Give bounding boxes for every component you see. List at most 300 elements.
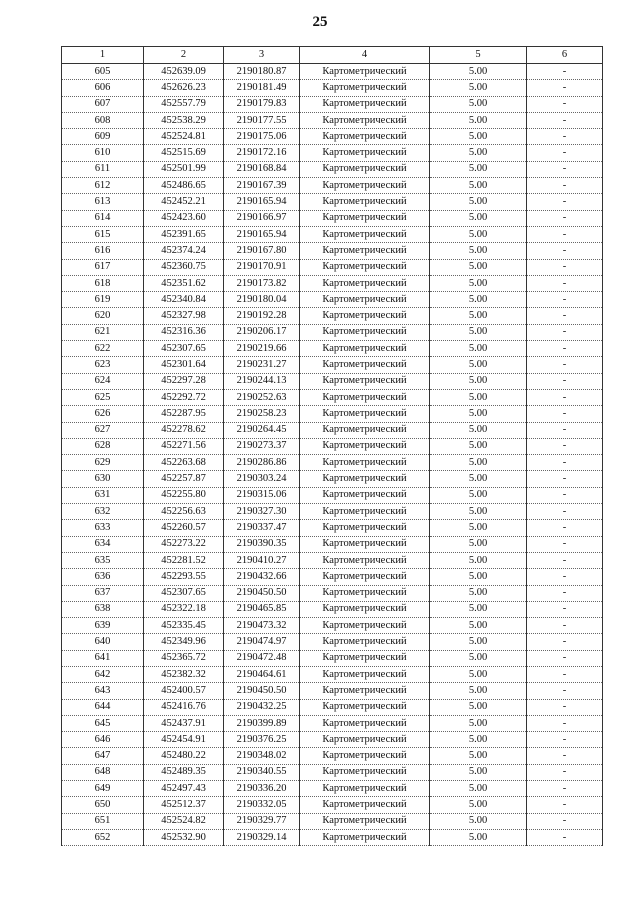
table-row xyxy=(62,194,603,210)
x-coordinate-cell: 452365.72 xyxy=(144,650,224,666)
y-coordinate-cell: 2190172.16 xyxy=(224,145,300,161)
note-cell: - xyxy=(527,226,603,242)
y-coordinate-cell: 2190474.97 xyxy=(224,634,300,650)
note-cell: - xyxy=(527,552,603,568)
x-coordinate-cell: 452257.87 xyxy=(144,471,224,487)
note-cell: - xyxy=(527,520,603,536)
method-cell: Картометрический xyxy=(300,618,430,634)
x-coordinate-cell: 452437.91 xyxy=(144,715,224,731)
x-coordinate-cell: 452557.79 xyxy=(144,96,224,112)
method-cell: Картометрический xyxy=(300,504,430,520)
y-coordinate-cell: 2190167.80 xyxy=(224,243,300,259)
point-number-cell: 650 xyxy=(62,797,144,813)
point-number-cell: 627 xyxy=(62,422,144,438)
note-cell: - xyxy=(527,80,603,96)
point-number-cell: 651 xyxy=(62,813,144,829)
method-cell: Картометрический xyxy=(300,829,430,845)
table-row xyxy=(62,292,603,308)
y-coordinate-cell: 2190206.17 xyxy=(224,324,300,340)
point-number-cell: 643 xyxy=(62,683,144,699)
point-number-cell: 625 xyxy=(62,389,144,405)
table-row xyxy=(62,308,603,324)
note-cell: - xyxy=(527,389,603,405)
table-row xyxy=(62,96,603,112)
table-row xyxy=(62,504,603,520)
method-cell: Картометрический xyxy=(300,194,430,210)
y-coordinate-cell: 2190450.50 xyxy=(224,585,300,601)
point-number-cell: 614 xyxy=(62,210,144,226)
accuracy-cell: 5.00 xyxy=(430,145,527,161)
column-header: 2 xyxy=(144,47,224,64)
table-row xyxy=(62,406,603,422)
accuracy-cell: 5.00 xyxy=(430,178,527,194)
y-coordinate-cell: 2190252.63 xyxy=(224,389,300,405)
method-cell: Картометрический xyxy=(300,422,430,438)
x-coordinate-cell: 452374.24 xyxy=(144,243,224,259)
accuracy-cell: 5.00 xyxy=(430,194,527,210)
method-cell: Картометрический xyxy=(300,259,430,275)
note-cell: - xyxy=(527,406,603,422)
x-coordinate-cell: 452263.68 xyxy=(144,455,224,471)
table-row xyxy=(62,520,603,536)
accuracy-cell: 5.00 xyxy=(430,585,527,601)
method-cell: Картометрический xyxy=(300,471,430,487)
y-coordinate-cell: 2190376.25 xyxy=(224,732,300,748)
method-cell: Картометрический xyxy=(300,64,430,80)
table-row xyxy=(62,829,603,845)
table-row xyxy=(62,210,603,226)
accuracy-cell: 5.00 xyxy=(430,601,527,617)
x-coordinate-cell: 452351.62 xyxy=(144,275,224,291)
note-cell: - xyxy=(527,161,603,177)
y-coordinate-cell: 2190258.23 xyxy=(224,406,300,422)
point-number-cell: 649 xyxy=(62,781,144,797)
table-row xyxy=(62,161,603,177)
method-cell: Картометрический xyxy=(300,324,430,340)
table-row xyxy=(62,422,603,438)
method-cell: Картометрический xyxy=(300,487,430,503)
y-coordinate-cell: 2190192.28 xyxy=(224,308,300,324)
method-cell: Картометрический xyxy=(300,552,430,568)
note-cell: - xyxy=(527,145,603,161)
y-coordinate-cell: 2190399.89 xyxy=(224,715,300,731)
y-coordinate-cell: 2190329.77 xyxy=(224,813,300,829)
y-coordinate-cell: 2190167.39 xyxy=(224,178,300,194)
point-number-cell: 611 xyxy=(62,161,144,177)
y-coordinate-cell: 2190168.84 xyxy=(224,161,300,177)
accuracy-cell: 5.00 xyxy=(430,666,527,682)
accuracy-cell: 5.00 xyxy=(430,536,527,552)
column-header: 6 xyxy=(527,47,603,64)
method-cell: Картометрический xyxy=(300,683,430,699)
note-cell: - xyxy=(527,504,603,520)
y-coordinate-cell: 2190332.05 xyxy=(224,797,300,813)
table-row xyxy=(62,797,603,813)
method-cell: Картометрический xyxy=(300,764,430,780)
y-coordinate-cell: 2190337.47 xyxy=(224,520,300,536)
accuracy-cell: 5.00 xyxy=(430,259,527,275)
table-row xyxy=(62,259,603,275)
column-header: 1 xyxy=(62,47,144,64)
x-coordinate-cell: 452293.55 xyxy=(144,569,224,585)
x-coordinate-cell: 452532.90 xyxy=(144,829,224,845)
accuracy-cell: 5.00 xyxy=(430,748,527,764)
note-cell: - xyxy=(527,618,603,634)
table-row xyxy=(62,389,603,405)
accuracy-cell: 5.00 xyxy=(430,699,527,715)
y-coordinate-cell: 2190177.55 xyxy=(224,112,300,128)
table-row xyxy=(62,601,603,617)
method-cell: Картометрический xyxy=(300,178,430,194)
note-cell: - xyxy=(527,112,603,128)
x-coordinate-cell: 452391.65 xyxy=(144,226,224,242)
note-cell: - xyxy=(527,536,603,552)
point-number-cell: 633 xyxy=(62,520,144,536)
x-coordinate-cell: 452273.22 xyxy=(144,536,224,552)
table-row xyxy=(62,145,603,161)
y-coordinate-cell: 2190432.66 xyxy=(224,569,300,585)
method-cell: Картометрический xyxy=(300,715,430,731)
note-cell: - xyxy=(527,601,603,617)
accuracy-cell: 5.00 xyxy=(430,732,527,748)
table-row xyxy=(62,552,603,568)
table-row xyxy=(62,471,603,487)
table-row xyxy=(62,781,603,797)
point-number-cell: 607 xyxy=(62,96,144,112)
x-coordinate-cell: 452340.84 xyxy=(144,292,224,308)
method-cell: Картометрический xyxy=(300,650,430,666)
table-row xyxy=(62,748,603,764)
point-number-cell: 613 xyxy=(62,194,144,210)
table-row xyxy=(62,178,603,194)
y-coordinate-cell: 2190340.55 xyxy=(224,764,300,780)
y-coordinate-cell: 2190170.91 xyxy=(224,259,300,275)
method-cell: Картометрический xyxy=(300,389,430,405)
point-number-cell: 609 xyxy=(62,129,144,145)
table-row xyxy=(62,715,603,731)
method-cell: Картометрический xyxy=(300,373,430,389)
point-number-cell: 626 xyxy=(62,406,144,422)
y-coordinate-cell: 2190472.48 xyxy=(224,650,300,666)
point-number-cell: 641 xyxy=(62,650,144,666)
point-number-cell: 640 xyxy=(62,634,144,650)
accuracy-cell: 5.00 xyxy=(430,813,527,829)
x-coordinate-cell: 452639.09 xyxy=(144,64,224,80)
note-cell: - xyxy=(527,683,603,699)
accuracy-cell: 5.00 xyxy=(430,797,527,813)
note-cell: - xyxy=(527,699,603,715)
note-cell: - xyxy=(527,585,603,601)
method-cell: Картометрический xyxy=(300,292,430,308)
note-cell: - xyxy=(527,243,603,259)
point-number-cell: 620 xyxy=(62,308,144,324)
table-row xyxy=(62,357,603,373)
method-cell: Картометрический xyxy=(300,455,430,471)
method-cell: Картометрический xyxy=(300,406,430,422)
y-coordinate-cell: 2190264.45 xyxy=(224,422,300,438)
table-row xyxy=(62,699,603,715)
point-number-cell: 617 xyxy=(62,259,144,275)
x-coordinate-cell: 452307.65 xyxy=(144,341,224,357)
method-cell: Картометрический xyxy=(300,210,430,226)
y-coordinate-cell: 2190181.49 xyxy=(224,80,300,96)
note-cell: - xyxy=(527,829,603,845)
table-row xyxy=(62,683,603,699)
accuracy-cell: 5.00 xyxy=(430,373,527,389)
note-cell: - xyxy=(527,650,603,666)
table-header-row xyxy=(62,47,603,64)
y-coordinate-cell: 2190173.82 xyxy=(224,275,300,291)
point-number-cell: 616 xyxy=(62,243,144,259)
table-row xyxy=(62,341,603,357)
point-number-cell: 637 xyxy=(62,585,144,601)
method-cell: Картометрический xyxy=(300,601,430,617)
method-cell: Картометрический xyxy=(300,699,430,715)
page-number: 25 xyxy=(312,14,328,30)
y-coordinate-cell: 2190273.37 xyxy=(224,438,300,454)
point-number-cell: 606 xyxy=(62,80,144,96)
column-header: 3 xyxy=(224,47,300,64)
table-row xyxy=(62,226,603,242)
column-header: 5 xyxy=(430,47,527,64)
note-cell: - xyxy=(527,373,603,389)
x-coordinate-cell: 452256.63 xyxy=(144,504,224,520)
point-number-cell: 610 xyxy=(62,145,144,161)
point-number-cell: 628 xyxy=(62,438,144,454)
y-coordinate-cell: 2190348.02 xyxy=(224,748,300,764)
table-row xyxy=(62,732,603,748)
x-coordinate-cell: 452501.99 xyxy=(144,161,224,177)
y-coordinate-cell: 2190165.94 xyxy=(224,226,300,242)
table-row xyxy=(62,634,603,650)
point-number-cell: 635 xyxy=(62,552,144,568)
y-coordinate-cell: 2190244.13 xyxy=(224,373,300,389)
x-coordinate-cell: 452497.43 xyxy=(144,781,224,797)
y-coordinate-cell: 2190336.20 xyxy=(224,781,300,797)
point-number-cell: 639 xyxy=(62,618,144,634)
point-number-cell: 630 xyxy=(62,471,144,487)
accuracy-cell: 5.00 xyxy=(430,357,527,373)
note-cell: - xyxy=(527,129,603,145)
point-number-cell: 638 xyxy=(62,601,144,617)
point-number-cell: 636 xyxy=(62,569,144,585)
table-row xyxy=(62,64,603,80)
note-cell: - xyxy=(527,813,603,829)
method-cell: Картометрический xyxy=(300,732,430,748)
accuracy-cell: 5.00 xyxy=(430,243,527,259)
x-coordinate-cell: 452480.22 xyxy=(144,748,224,764)
point-number-cell: 615 xyxy=(62,226,144,242)
x-coordinate-cell: 452327.98 xyxy=(144,308,224,324)
note-cell: - xyxy=(527,308,603,324)
y-coordinate-cell: 2190473.32 xyxy=(224,618,300,634)
y-coordinate-cell: 2190410.27 xyxy=(224,552,300,568)
note-cell: - xyxy=(527,732,603,748)
x-coordinate-cell: 452524.82 xyxy=(144,813,224,829)
table-row xyxy=(62,650,603,666)
table-row xyxy=(62,438,603,454)
accuracy-cell: 5.00 xyxy=(430,210,527,226)
accuracy-cell: 5.00 xyxy=(430,226,527,242)
point-number-cell: 645 xyxy=(62,715,144,731)
y-coordinate-cell: 2190219.66 xyxy=(224,341,300,357)
note-cell: - xyxy=(527,210,603,226)
method-cell: Картометрический xyxy=(300,145,430,161)
x-coordinate-cell: 452316.36 xyxy=(144,324,224,340)
accuracy-cell: 5.00 xyxy=(430,80,527,96)
point-number-cell: 632 xyxy=(62,504,144,520)
x-coordinate-cell: 452301.64 xyxy=(144,357,224,373)
point-number-cell: 647 xyxy=(62,748,144,764)
accuracy-cell: 5.00 xyxy=(430,422,527,438)
y-coordinate-cell: 2190180.87 xyxy=(224,64,300,80)
accuracy-cell: 5.00 xyxy=(430,520,527,536)
method-cell: Картометрический xyxy=(300,341,430,357)
note-cell: - xyxy=(527,748,603,764)
accuracy-cell: 5.00 xyxy=(430,487,527,503)
note-cell: - xyxy=(527,259,603,275)
accuracy-cell: 5.00 xyxy=(430,438,527,454)
x-coordinate-cell: 452489.35 xyxy=(144,764,224,780)
point-number-cell: 608 xyxy=(62,112,144,128)
note-cell: - xyxy=(527,487,603,503)
y-coordinate-cell: 2190180.04 xyxy=(224,292,300,308)
accuracy-cell: 5.00 xyxy=(430,650,527,666)
x-coordinate-cell: 452335.45 xyxy=(144,618,224,634)
x-coordinate-cell: 452423.60 xyxy=(144,210,224,226)
x-coordinate-cell: 452271.56 xyxy=(144,438,224,454)
y-coordinate-cell: 2190432.25 xyxy=(224,699,300,715)
note-cell: - xyxy=(527,471,603,487)
point-number-cell: 605 xyxy=(62,64,144,80)
accuracy-cell: 5.00 xyxy=(430,406,527,422)
point-number-cell: 644 xyxy=(62,699,144,715)
table-row xyxy=(62,80,603,96)
method-cell: Картометрический xyxy=(300,161,430,177)
point-number-cell: 629 xyxy=(62,455,144,471)
accuracy-cell: 5.00 xyxy=(430,292,527,308)
x-coordinate-cell: 452512.37 xyxy=(144,797,224,813)
accuracy-cell: 5.00 xyxy=(430,275,527,291)
note-cell: - xyxy=(527,422,603,438)
point-number-cell: 622 xyxy=(62,341,144,357)
x-coordinate-cell: 452260.57 xyxy=(144,520,224,536)
method-cell: Картометрический xyxy=(300,569,430,585)
point-number-cell: 648 xyxy=(62,764,144,780)
y-coordinate-cell: 2190175.06 xyxy=(224,129,300,145)
note-cell: - xyxy=(527,455,603,471)
x-coordinate-cell: 452307.65 xyxy=(144,585,224,601)
method-cell: Картометрический xyxy=(300,813,430,829)
x-coordinate-cell: 452360.75 xyxy=(144,259,224,275)
x-coordinate-cell: 452322.18 xyxy=(144,601,224,617)
x-coordinate-cell: 452278.62 xyxy=(144,422,224,438)
table-row xyxy=(62,569,603,585)
y-coordinate-cell: 2190303.24 xyxy=(224,471,300,487)
note-cell: - xyxy=(527,764,603,780)
table-row xyxy=(62,487,603,503)
method-cell: Картометрический xyxy=(300,536,430,552)
method-cell: Картометрический xyxy=(300,112,430,128)
accuracy-cell: 5.00 xyxy=(430,129,527,145)
y-coordinate-cell: 2190450.50 xyxy=(224,683,300,699)
y-coordinate-cell: 2190179.83 xyxy=(224,96,300,112)
table-row xyxy=(62,536,603,552)
y-coordinate-cell: 2190464.61 xyxy=(224,666,300,682)
table-row xyxy=(62,112,603,128)
point-number-cell: 631 xyxy=(62,487,144,503)
x-coordinate-cell: 452292.72 xyxy=(144,389,224,405)
accuracy-cell: 5.00 xyxy=(430,552,527,568)
x-coordinate-cell: 452486.65 xyxy=(144,178,224,194)
table-row xyxy=(62,666,603,682)
note-cell: - xyxy=(527,275,603,291)
x-coordinate-cell: 452287.95 xyxy=(144,406,224,422)
point-number-cell: 623 xyxy=(62,357,144,373)
method-cell: Картометрический xyxy=(300,797,430,813)
y-coordinate-cell: 2190166.97 xyxy=(224,210,300,226)
note-cell: - xyxy=(527,666,603,682)
method-cell: Картометрический xyxy=(300,80,430,96)
x-coordinate-cell: 452281.52 xyxy=(144,552,224,568)
y-coordinate-cell: 2190165.94 xyxy=(224,194,300,210)
note-cell: - xyxy=(527,634,603,650)
y-coordinate-cell: 2190286.86 xyxy=(224,455,300,471)
x-coordinate-cell: 452416.76 xyxy=(144,699,224,715)
y-coordinate-cell: 2190327.30 xyxy=(224,504,300,520)
point-number-cell: 642 xyxy=(62,666,144,682)
table-row xyxy=(62,813,603,829)
table-row xyxy=(62,275,603,291)
method-cell: Картометрический xyxy=(300,129,430,145)
accuracy-cell: 5.00 xyxy=(430,829,527,845)
method-cell: Картометрический xyxy=(300,308,430,324)
point-number-cell: 612 xyxy=(62,178,144,194)
method-cell: Картометрический xyxy=(300,666,430,682)
table-row xyxy=(62,324,603,340)
note-cell: - xyxy=(527,96,603,112)
x-coordinate-cell: 452626.23 xyxy=(144,80,224,96)
accuracy-cell: 5.00 xyxy=(430,341,527,357)
note-cell: - xyxy=(527,178,603,194)
x-coordinate-cell: 452382.32 xyxy=(144,666,224,682)
note-cell: - xyxy=(527,797,603,813)
note-cell: - xyxy=(527,569,603,585)
point-number-cell: 634 xyxy=(62,536,144,552)
x-coordinate-cell: 452524.81 xyxy=(144,129,224,145)
point-number-cell: 624 xyxy=(62,373,144,389)
table-row xyxy=(62,129,603,145)
column-header: 4 xyxy=(300,47,430,64)
note-cell: - xyxy=(527,715,603,731)
x-coordinate-cell: 452454.91 xyxy=(144,732,224,748)
accuracy-cell: 5.00 xyxy=(430,471,527,487)
table-row xyxy=(62,455,603,471)
accuracy-cell: 5.00 xyxy=(430,455,527,471)
accuracy-cell: 5.00 xyxy=(430,781,527,797)
note-cell: - xyxy=(527,194,603,210)
x-coordinate-cell: 452400.57 xyxy=(144,683,224,699)
note-cell: - xyxy=(527,292,603,308)
accuracy-cell: 5.00 xyxy=(430,683,527,699)
table-row xyxy=(62,585,603,601)
point-number-cell: 619 xyxy=(62,292,144,308)
point-number-cell: 618 xyxy=(62,275,144,291)
table-row xyxy=(62,618,603,634)
method-cell: Картометрический xyxy=(300,243,430,259)
table-row xyxy=(62,764,603,780)
y-coordinate-cell: 2190231.27 xyxy=(224,357,300,373)
